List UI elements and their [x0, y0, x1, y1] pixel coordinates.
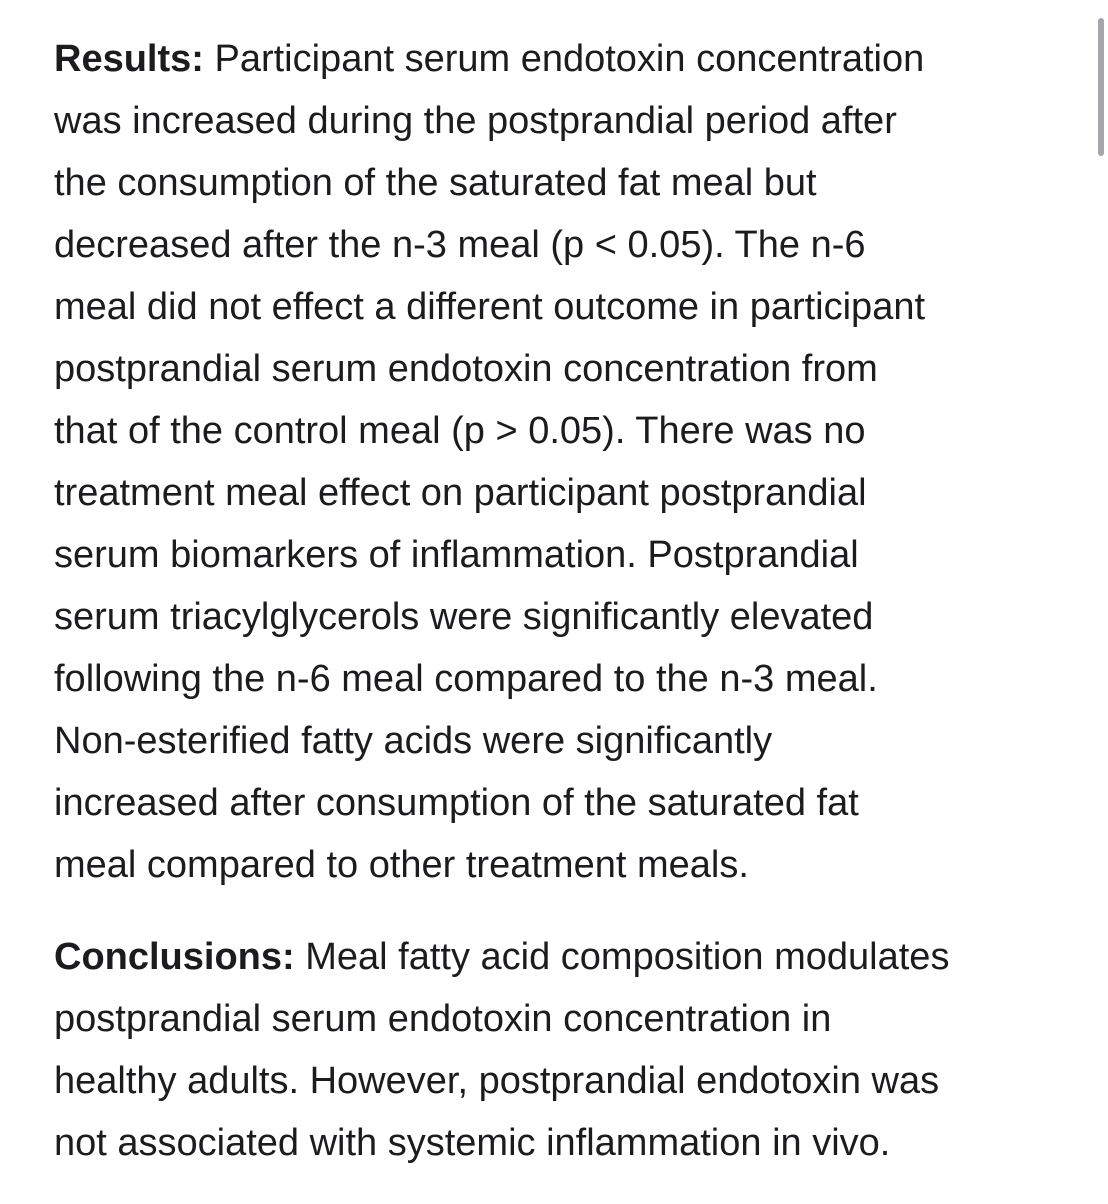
results-label: Results: — [54, 38, 204, 80]
conclusions-line-1 — [54, 926, 1064, 988]
results-paragraph — [54, 28, 1064, 896]
results-line-10: serum triacylglycerols were significantly elevated — [54, 596, 874, 638]
results-line-4: decreased after the n-3 meal (p < 0.05). The n-6 — [54, 224, 866, 266]
conclusions-line-4: not associated with systemic inflammation in vivo. — [54, 1122, 891, 1164]
results-line-5: meal did not effect a different outcome in participant — [54, 286, 926, 328]
vertical-scrollbar[interactable] — [1098, 18, 1104, 156]
results-line-1-text: Participant serum endotoxin concentration — [203, 38, 925, 80]
conclusions-paragraph — [54, 926, 1064, 1174]
results-line-9: serum biomarkers of inflammation. Postprandial — [54, 534, 859, 576]
conclusions-label: Conclusions: — [54, 936, 295, 978]
results-line-14: meal compared to other treatment meals. — [54, 844, 749, 886]
results-line-12: Non-esterified fatty acids were significantly — [54, 720, 773, 762]
results-line-2: was increased during the postprandial period after — [54, 100, 897, 142]
abstract-text — [54, 28, 1064, 1204]
conclusions-line-1-text: Meal fatty acid composition modulates — [294, 936, 950, 978]
results-line-1 — [54, 28, 1064, 90]
results-line-6: postprandial serum endotoxin concentration from — [54, 348, 878, 390]
results-line-13: increased after consumption of the saturated fat — [54, 782, 859, 824]
conclusions-line-2: postprandial serum endotoxin concentration in — [54, 998, 832, 1040]
conclusions-line-3: healthy adults. However, postprandial endotoxin was — [54, 1060, 940, 1102]
results-line-8: treatment meal effect on participant postprandial — [54, 472, 867, 514]
results-line-11: following the n-6 meal compared to the n-3 meal. — [54, 658, 878, 700]
results-line-7: that of the control meal (p > 0.05). There was no — [54, 410, 866, 452]
results-line-3: the consumption of the saturated fat meal but — [54, 162, 817, 204]
